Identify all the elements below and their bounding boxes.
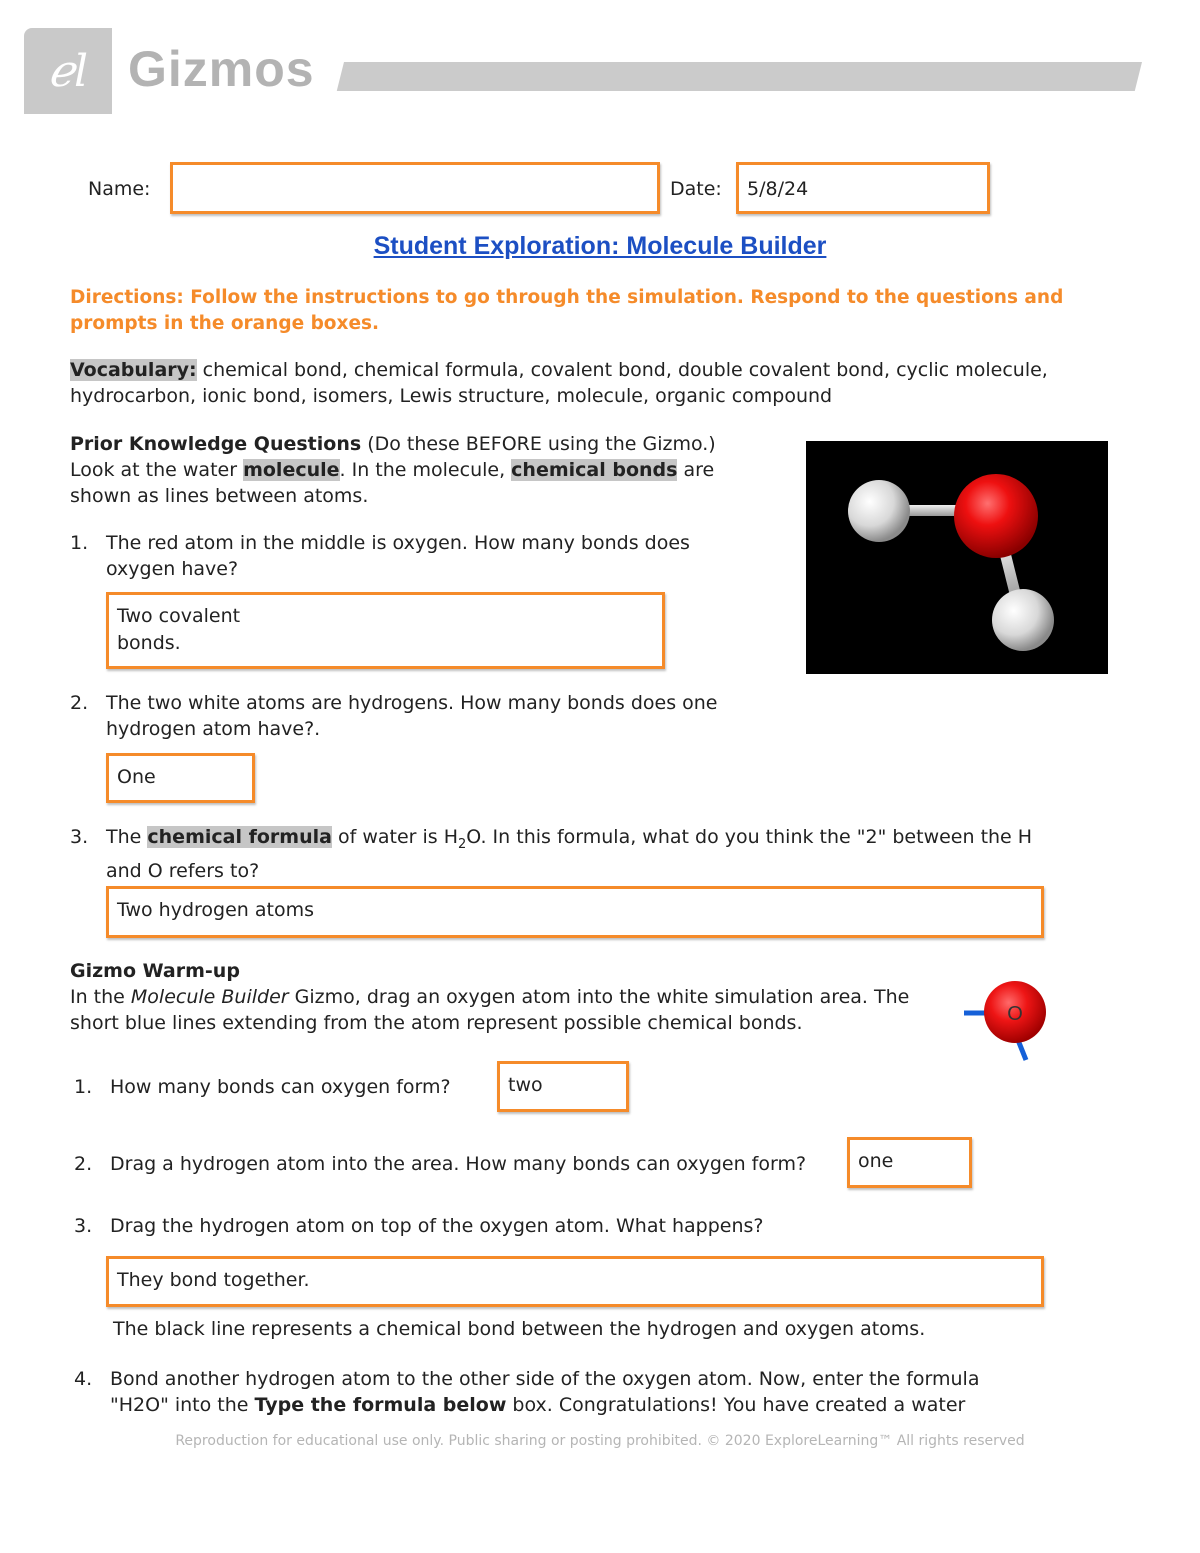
gizmos-brand: Gizmos — [128, 41, 315, 97]
question-text: of water is H — [331, 826, 459, 848]
warmup-question-4 — [74, 1366, 1034, 1418]
hydrogen-atom — [848, 480, 910, 542]
warmup-intro — [70, 958, 930, 1036]
question-number: 4. — [74, 1368, 93, 1390]
gizmo-name: Molecule Builder — [130, 986, 289, 1008]
question-number: 3. — [74, 1215, 93, 1237]
hydrogen-atom — [992, 589, 1054, 651]
name-label: Name: — [88, 178, 151, 200]
prior-question-1 — [70, 530, 730, 582]
question-number: 1. — [74, 1076, 93, 1098]
footer-copyright: Reproduction for educational use only. Public sharing or posting prohibited. © 2020 ExploreLearning™ All rights reserved — [175, 1433, 1025, 1449]
question-text: box. Congratulations! You have created a water — [506, 1394, 966, 1416]
prior-answer-3[interactable]: Two hydrogen atoms — [106, 886, 1044, 938]
question-number: 2. — [74, 1153, 93, 1175]
warmup-heading: Gizmo Warm-up — [70, 960, 240, 982]
question-text: The red atom in the middle is oxygen. How many bonds does oxygen have? — [106, 532, 690, 580]
prior-question-2 — [70, 690, 760, 742]
answer-text: bonds. — [117, 632, 181, 654]
oxygen-atom — [954, 474, 1038, 558]
intro-text: are shown as lines between atoms. — [70, 459, 715, 507]
vocabulary-terms: chemical bond, chemical formula, covalent bond, double covalent bond, cyclic molecule, hydrocarbon, ionic bond, isomers, Lewis structure, molecule, organic compound — [70, 359, 1048, 407]
date-label: Date: — [670, 178, 722, 200]
term-chemical-formula: chemical formula — [147, 826, 332, 848]
question-text: O. In this formula, what do you think the "2" between the H and O refers to? — [106, 826, 1033, 882]
question-text: Drag the hydrogen atom on top of the oxygen atom. What happens? — [110, 1215, 764, 1237]
warmup-question-2 — [74, 1151, 806, 1177]
header-decorative-bar — [337, 62, 1142, 91]
warmup-answer-3[interactable]: They bond together. — [106, 1256, 1044, 1307]
prior-knowledge-intro — [70, 431, 760, 509]
question-number: 3. — [70, 826, 89, 848]
directions-text: Directions: Follow the instructions to go through the simulation. Respond to the questions and prompts in the orange boxes. — [70, 287, 1064, 334]
oxygen-atom-icon — [960, 978, 1050, 1064]
warmup-question-3 — [74, 1213, 763, 1239]
prior-knowledge-heading: Prior Knowledge Questions — [70, 433, 362, 455]
warmup-note: The black line represents a chemical bond between the hydrogen and oxygen atoms. — [113, 1318, 926, 1340]
question-number: 2. — [70, 692, 89, 714]
term-molecule: molecule — [243, 459, 340, 481]
bond-stub — [1018, 1040, 1026, 1060]
formula-box-name: Type the formula below — [254, 1394, 507, 1416]
intro-text: In the — [70, 986, 131, 1008]
page-title: Student Exploration: Molecule Builder — [373, 232, 827, 260]
prior-answer-2[interactable]: One — [106, 753, 255, 803]
warmup-question-1 — [74, 1074, 451, 1100]
atom-symbol: O — [1007, 1003, 1023, 1025]
question-text: The two white atoms are hydrogens. How many bonds does one hydrogen atom have?. — [106, 692, 718, 740]
intro-text: Look at the water — [70, 459, 244, 481]
question-text: The — [106, 826, 148, 848]
question-text: Bond another hydrogen atom to the other side of the oxygen atom. Now, enter the formula "H2O" into the — [110, 1368, 980, 1416]
prior-knowledge-note: (Do these BEFORE using the Gizmo.) — [361, 433, 716, 455]
date-field[interactable]: 5/8/24 — [736, 162, 990, 214]
answer-text: Two covalent — [117, 605, 241, 627]
prior-question-3 — [70, 824, 1060, 884]
intro-text: Gizmo, drag an oxygen atom into the white simulation area. The short blue lines extending from the atom represent possible chemical bonds. — [70, 986, 910, 1034]
subscript: 2 — [458, 836, 467, 852]
vocabulary-label: Vocabulary: — [70, 359, 197, 381]
name-field[interactable] — [170, 162, 660, 214]
vocabulary-paragraph — [70, 357, 1080, 409]
water-molecule-image — [806, 441, 1108, 674]
intro-text: . In the molecule, — [339, 459, 512, 481]
warmup-answer-2[interactable]: one — [847, 1137, 972, 1188]
prior-answer-1[interactable] — [106, 592, 665, 669]
warmup-answer-1[interactable]: two — [497, 1061, 629, 1112]
question-number: 1. — [70, 532, 89, 554]
question-text: How many bonds can oxygen form? — [110, 1076, 451, 1098]
term-chemical-bonds: chemical bonds — [511, 459, 678, 481]
explorelearning-logo-icon: ℯl — [24, 28, 112, 114]
question-text: Drag a hydrogen atom into the area. How many bonds can oxygen form? — [110, 1153, 807, 1175]
